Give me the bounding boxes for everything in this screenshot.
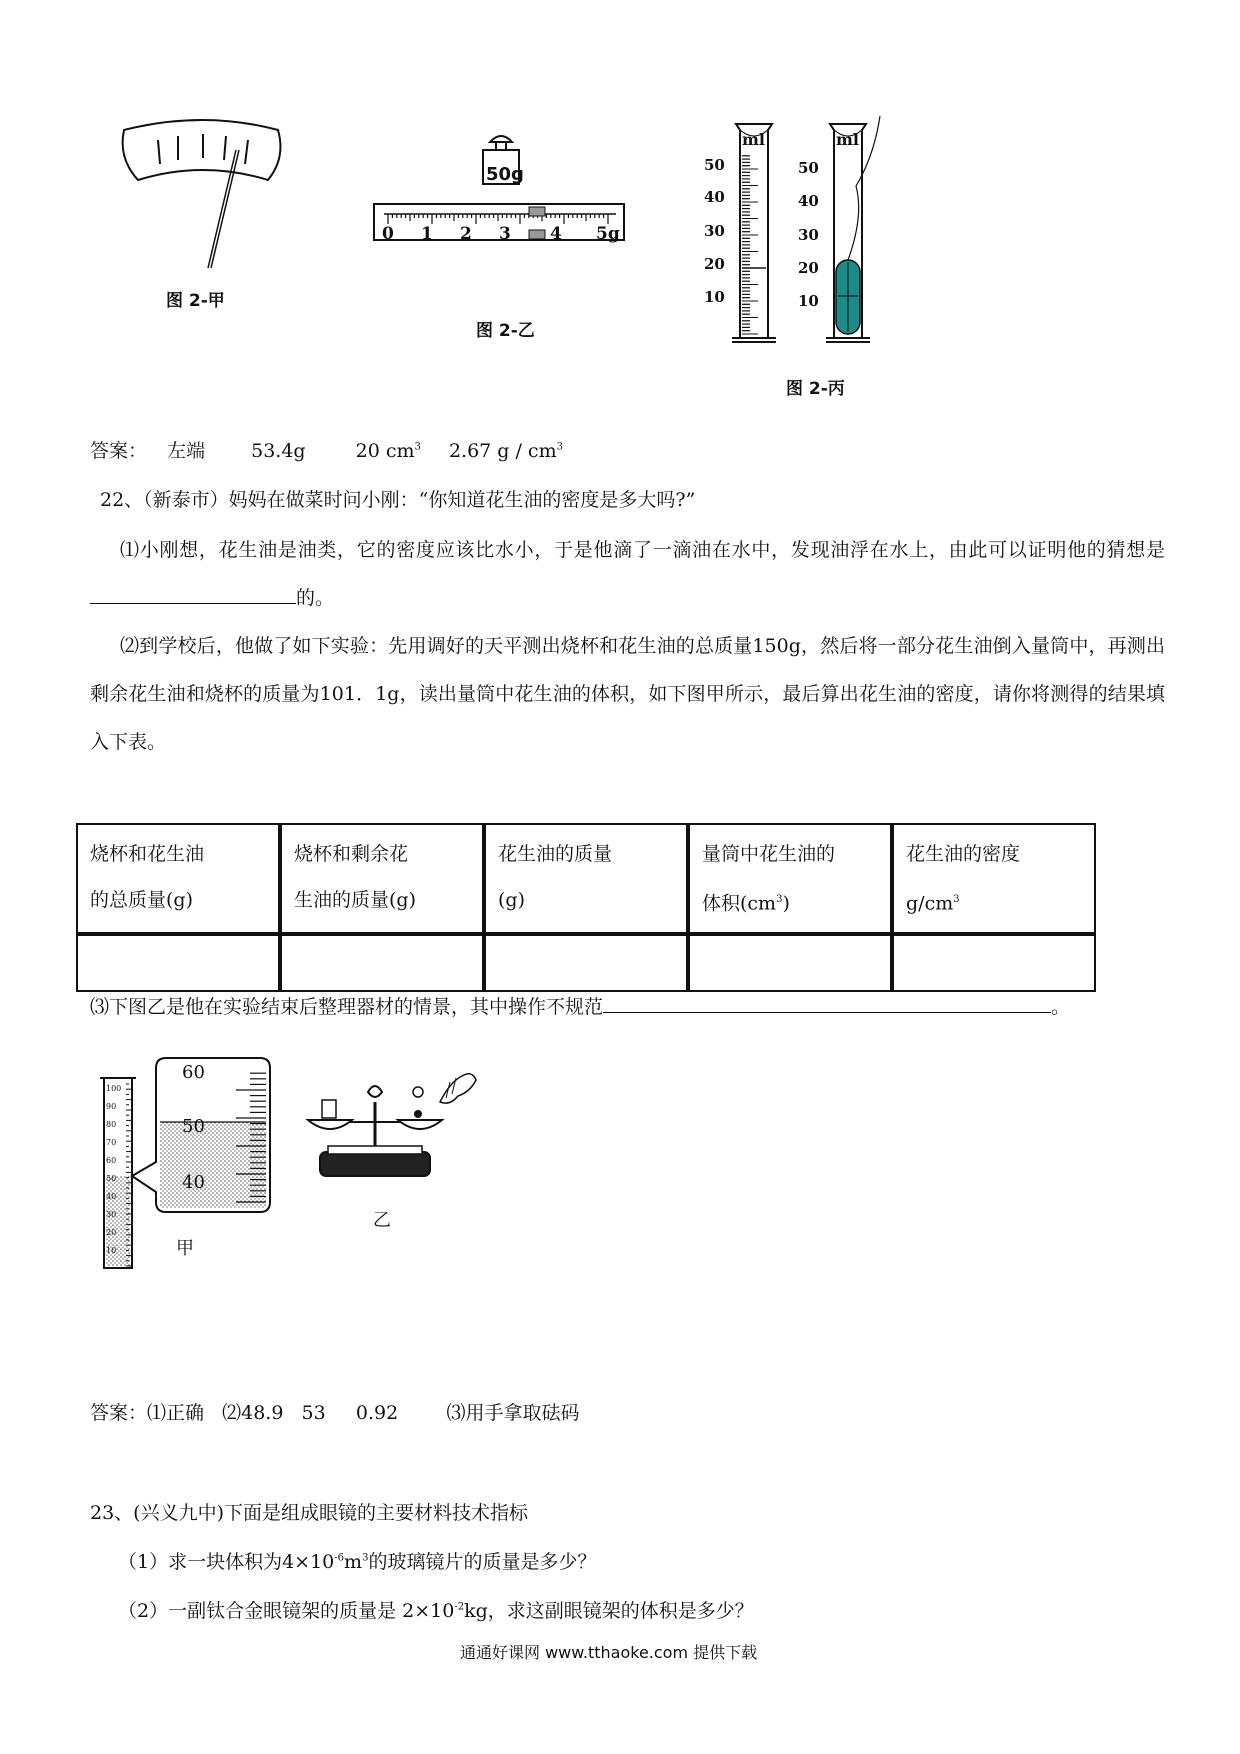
small-tick-70: 70	[106, 1138, 117, 1147]
results-table	[76, 823, 1096, 992]
small-tick-80: 80	[106, 1120, 117, 1129]
zoom-tick-40: 40	[182, 1172, 205, 1193]
q23-p2-b: kg，求这副眼镜架的体积是多少？	[464, 1600, 754, 1622]
th-density-line1: 花生油的密度	[906, 843, 1021, 865]
table-header-cell	[280, 823, 484, 934]
cyl1-unit: ml	[742, 130, 766, 149]
answer-21-a3-sup: 3	[414, 441, 421, 453]
th-density-line2: g/cm	[906, 892, 954, 915]
weight-label: 50g	[486, 164, 524, 185]
th-total-mass-line1: 烧杯和花生油	[90, 843, 205, 865]
small-tick-60: 60	[106, 1156, 117, 1165]
answer-21-a2: 53.4g	[251, 440, 306, 462]
table-answer-row	[76, 934, 1096, 992]
zoom-tick-60: 60	[182, 1062, 205, 1083]
small-cylinder-labels	[96, 1052, 136, 1272]
q22-part1-blank	[90, 583, 296, 604]
small-tick-90: 90	[106, 1102, 117, 1111]
balance-dial-figure	[118, 118, 288, 278]
th-oil-mass-line2: (g)	[498, 889, 525, 911]
q22-title: 22、（新泰市）妈妈在做菜时问小刚：“你知道花生油的密度是多大吗?”	[100, 489, 696, 511]
zoom-tick-50: 50	[182, 1116, 205, 1137]
q22-part3-blank	[603, 992, 1051, 1013]
scale-label-1: 1	[421, 224, 433, 244]
cylinder-2-labels	[798, 116, 878, 356]
q22-part2: ⑵到学校后，他做了如下实验：先用调好的天平测出烧杯和花生油的总质量150g，然后将一部分花生油倒入量筒中，再测出剩余花生油和烧杯的质量为101．1g，读出量筒中花生油的体积，如下图甲所示，最后算出花生油的密度，请你将测得的结果填入下表。	[90, 635, 1165, 753]
answer-21-a3-wrap	[356, 440, 421, 462]
q23-p1-b: m	[344, 1551, 363, 1573]
th-remaining-mass-line1: 烧杯和剩余花	[294, 843, 409, 865]
balance-hand-figure	[300, 1062, 480, 1202]
small-tick-40: 40	[106, 1192, 117, 1201]
scale-labels	[372, 224, 632, 248]
answer-21-a4-wrap	[449, 440, 563, 462]
q23-part1	[118, 1551, 596, 1574]
table-header-cell	[892, 823, 1096, 934]
th-volume-line2: 体积(cm	[702, 892, 777, 915]
th-oil-mass-line1: 花生油的质量	[498, 843, 613, 865]
table-input-cell[interactable]	[892, 934, 1096, 992]
scale-ticks	[388, 214, 608, 224]
q22-part1-text: ⑴小刚想，花生油是油类，它的密度应该比水小，于是他滴了一滴油在水中，发现油浮在水上，由此可以证明他的猜想是	[120, 539, 1165, 561]
th-volume-line1: 量筒中花生油的	[702, 843, 836, 865]
table-header-row	[76, 823, 1096, 934]
th-volume-sup: 3	[776, 894, 783, 905]
small-tick-100: 100	[106, 1084, 122, 1093]
small-tick-20: 20	[106, 1228, 117, 1237]
answer-21-a4: 2.67 g / cm	[448, 440, 557, 462]
q23-p1-sup2: 3	[362, 1552, 369, 1564]
cyl1-tick-10: 10	[704, 288, 725, 306]
th-volume-close: )	[782, 892, 790, 915]
answer-21-a1: 左端	[167, 440, 206, 462]
fig-a-caption: 图 2-甲	[166, 291, 225, 311]
q22-part3-text: ⑶下图乙是他在实验结束后整理器材的情景，其中操作不规范	[90, 996, 604, 1018]
q23-part2	[118, 1600, 754, 1623]
page-footer: 通通好课网 www.tthaoke.com 提供下载	[460, 1643, 758, 1662]
cyl1-tick-20: 20	[704, 255, 725, 273]
table-input-cell[interactable]	[280, 934, 484, 992]
q23-p1-c: 的玻璃镜片的质量是多少？	[368, 1551, 597, 1573]
cyl2-tick-30: 30	[798, 226, 819, 244]
q22-part3	[90, 992, 1070, 1019]
answer-21-a4-sup: 3	[556, 441, 563, 453]
small-tick-10: 10	[106, 1246, 117, 1255]
table-header-cell	[688, 823, 892, 934]
q23-p1-a: （1）求一块体积为4×10	[118, 1551, 335, 1573]
scale-label-4: 4	[550, 224, 562, 244]
fig-jia-label: 甲	[176, 1238, 194, 1259]
answer-21-a3: 20 cm	[355, 440, 415, 462]
q23-p1-sup: -6	[334, 1552, 345, 1564]
cyl1-tick-40: 40	[704, 188, 725, 206]
cyl2-tick-10: 10	[798, 292, 819, 310]
scale-label-5: 5g	[596, 224, 620, 244]
cylinder-1-labels	[704, 116, 784, 356]
cyl2-tick-40: 40	[798, 192, 819, 210]
table-input-cell[interactable]	[484, 934, 688, 992]
th-total-mass-line2: 的总质量(g)	[90, 889, 193, 911]
cyl2-unit: ml	[836, 130, 860, 149]
table-header-cell	[76, 823, 280, 934]
th-remaining-mass-line2: 生油的质量(g)	[294, 889, 416, 911]
small-tick-50: 50	[106, 1174, 117, 1183]
q23-title: 23、(兴义九中)下面是组成眼镜的主要材料技术指标	[90, 1502, 529, 1524]
cyl1-tick-50: 50	[704, 156, 725, 174]
cyl2-tick-50: 50	[798, 159, 819, 177]
q22-part3-end: 。	[1051, 996, 1071, 1018]
q22-part1	[90, 526, 1165, 622]
small-tick-30: 30	[106, 1210, 117, 1219]
q22-answer: 答案：⑴正确 ⑵48.9 53 0.92 ⑶用手拿取砝码	[90, 1402, 580, 1424]
scale-label-2: 2	[460, 224, 472, 244]
q23-p2-a: （2）一副钛合金眼镜架的质量是 2×10	[118, 1600, 455, 1622]
answer-21-prefix: 答案：	[90, 440, 148, 462]
table-input-cell[interactable]	[76, 934, 280, 992]
table-input-cell[interactable]	[688, 934, 892, 992]
cyl1-tick-30: 30	[704, 222, 725, 240]
scale-label-0: 0	[382, 224, 394, 244]
scale-label-3: 3	[499, 224, 511, 244]
answer-21	[90, 440, 563, 463]
fig-b-caption: 图 2-乙	[476, 321, 535, 341]
fig-yi-label: 乙	[373, 1210, 391, 1231]
table-header-cell	[484, 823, 688, 934]
cyl2-tick-20: 20	[798, 259, 819, 277]
q23-p2-sup: -2	[454, 1601, 465, 1613]
q22-part1-end: 的。	[296, 587, 335, 609]
fig-c-caption: 图 2-丙	[786, 379, 845, 399]
th-density-sup: 3	[953, 894, 960, 905]
